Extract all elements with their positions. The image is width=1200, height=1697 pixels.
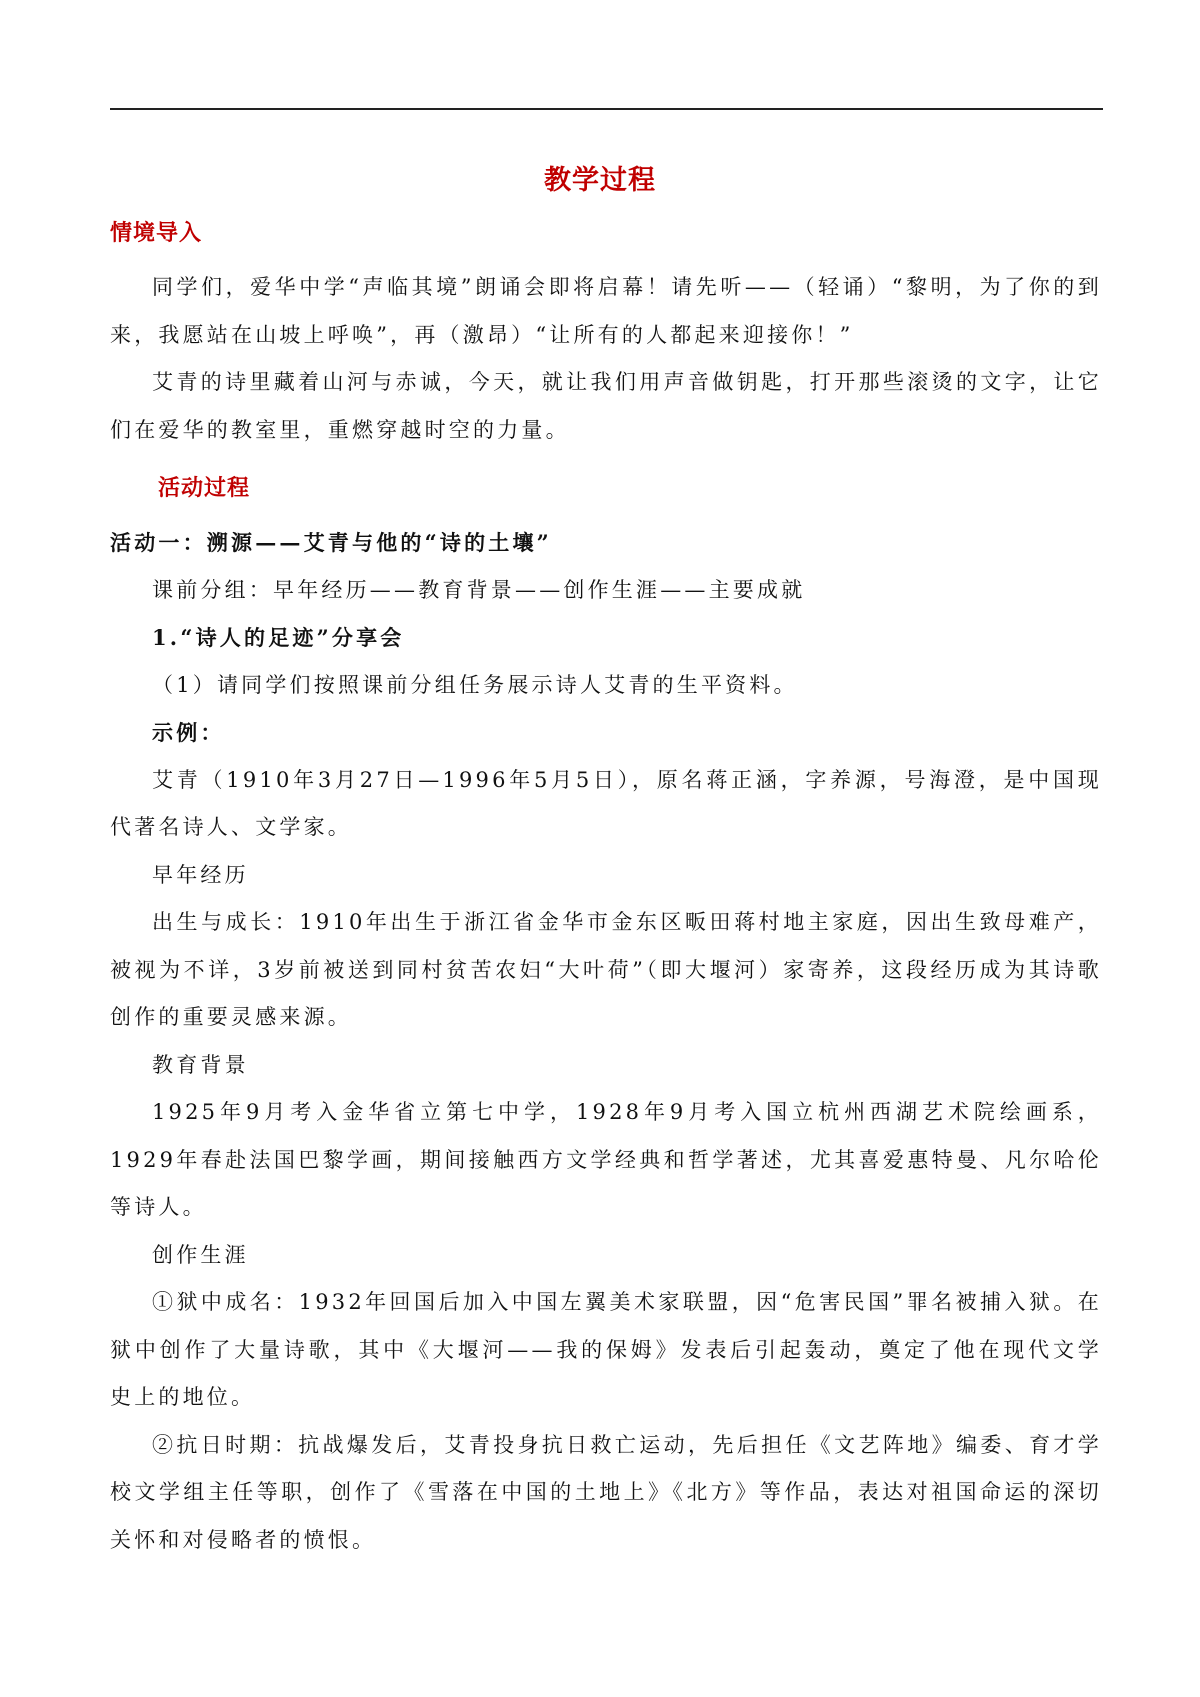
- intro-paragraph: 艾青的诗里藏着山河与赤诚，今天，就让我们用声音做钥匙，打开那些滚烫的文字，让它们在爱华的教室里，重燃穿越时空的力量。: [110, 370, 1102, 442]
- early-life-label: 早年经历: [152, 862, 249, 887]
- example-label: 示例：: [152, 720, 225, 745]
- education-label: 教育背景: [152, 1052, 249, 1077]
- career-paragraph: ①狱中成名：1932年回国后加入中国左翼美术家联盟，因“危害民国”罪名被捕入狱。在狱中创作了大量诗歌，其中《大堰河——我的保姆》发表后引起轰动，奠定了他在现代文学史上的地位。: [110, 1290, 1102, 1409]
- activity-title: 活动一：溯源——艾青与他的“诗的土壤”: [110, 530, 552, 555]
- early-life-paragraph: 出生与成长：1910年出生于浙江省金华市金东区畈田蒋村地主家庭，因出生致母难产，被视为不详，3岁前被送到同村贫苦农妇“大叶荷”（即大堰河）家寄养，这段经历成为其诗歌创作的重要灵感来源。: [110, 910, 1102, 1029]
- subsection-title: 1.“诗人的足迹”分享会: [152, 625, 405, 650]
- career-paragraph: ②抗日时期：抗战爆发后，艾青投身抗日救亡运动，先后担任《文艺阵地》编委、育才学校文学组主任等职，创作了《雪落在中国的土地上》《北方》等作品，表达对祖国命运的深切关怀和对侵略者的愤恨。: [110, 1432, 1102, 1552]
- page-title: 教学过程: [544, 165, 656, 196]
- header-rule: [110, 108, 1103, 110]
- bio-paragraph: 艾青（1910年3月27日—1996年5月5日），原名蒋正涵，字养源，号海澄，是中国现代著名诗人、文学家。: [110, 767, 1102, 839]
- task-text: （1）请同学们按照课前分组任务展示诗人艾青的生平资料。: [152, 672, 798, 697]
- career-label: 创作生涯: [152, 1242, 249, 1267]
- intro-paragraph: 同学们，爱华中学“声临其境”朗诵会即将启幕！请先听——（轻诵）“黎明，为了你的到来，我愿站在山坡上呼唤”，再（激昂）“让所有的人都起来迎接你！”: [110, 275, 1102, 347]
- section-heading-process: 活动过程: [158, 476, 251, 501]
- section-heading-intro: 情境导入: [110, 221, 203, 246]
- grouping-text: 课前分组：早年经历——教育背景——创作生涯——主要成就: [152, 577, 806, 602]
- education-paragraph: 1925年9月考入金华省立第七中学，1928年9月考入国立杭州西湖艺术院绘画系，1929年春赴法国巴黎学画，期间接触西方文学经典和哲学著述，尤其喜爱惠特曼、凡尔哈伦等诗人。: [110, 1100, 1102, 1219]
- intro-body: [110, 264, 1102, 454]
- activity-body: [110, 519, 1102, 1564]
